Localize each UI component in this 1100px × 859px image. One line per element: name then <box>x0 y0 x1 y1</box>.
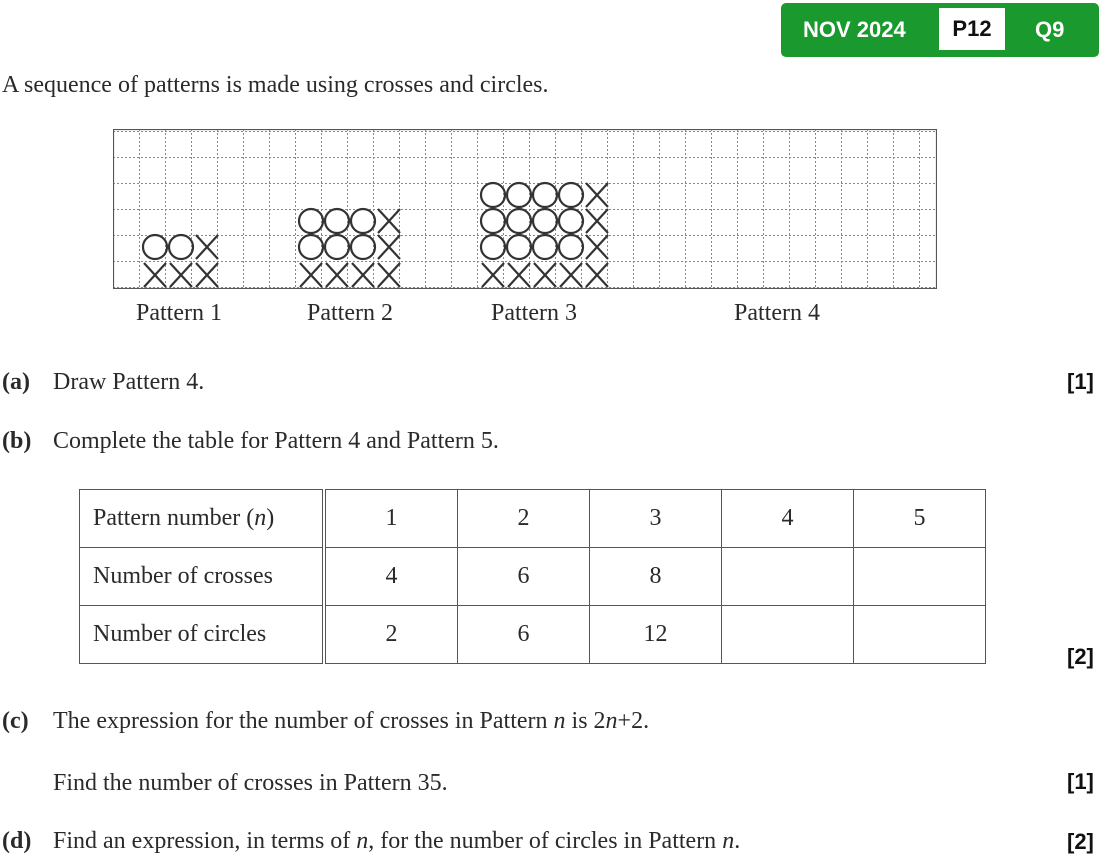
table-cell: 2 <box>324 606 458 664</box>
part-b-marks: [2] <box>1067 644 1094 669</box>
pattern-4-label: Pattern 4 <box>734 300 820 326</box>
part-c-marks: [1] <box>1067 769 1094 794</box>
table-row <box>80 548 986 606</box>
answer-cell[interactable] <box>854 606 986 664</box>
part-d-label: (d) <box>2 828 32 854</box>
table-cell: 8 <box>590 548 722 606</box>
table-cell: 4 <box>324 548 458 606</box>
part-b-text: Complete the table for Pattern 4 and Pattern 5. <box>53 428 499 454</box>
pattern-1-label: Pattern 1 <box>136 300 222 326</box>
row-header: Number of circles <box>80 606 325 664</box>
table-cell: 2 <box>458 490 590 548</box>
row-header: Pattern number (n) <box>80 490 325 548</box>
paper-label: P12 <box>939 8 1005 50</box>
answer-cell[interactable] <box>854 548 986 606</box>
part-b-label: (b) <box>2 428 32 454</box>
part-c-text: The expression for the number of crosses in Pattern n is 2n+2. <box>53 708 650 734</box>
answer-cell[interactable] <box>722 548 854 606</box>
grid-lines <box>113 129 937 289</box>
session-label: NOV 2024 <box>803 17 906 42</box>
pattern-grid <box>113 129 937 289</box>
table-cell: 3 <box>590 490 722 548</box>
part-a-marks: [1] <box>1067 369 1094 394</box>
table-row <box>80 606 986 664</box>
part-c-label: (c) <box>2 708 29 734</box>
part-d-text: Find an expression, in terms of n, for the number of circles in Pattern n. <box>53 828 741 854</box>
pattern-3-label: Pattern 3 <box>491 300 577 326</box>
table-row <box>80 490 986 548</box>
part-d-marks: [2] <box>1067 829 1094 854</box>
part-c-subtext: Find the number of crosses in Pattern 35. <box>53 770 448 796</box>
table-cell: 6 <box>458 606 590 664</box>
part-a-text: Draw Pattern 4. <box>53 369 205 395</box>
table-cell: 5 <box>854 490 986 548</box>
pattern-2-label: Pattern 2 <box>307 300 393 326</box>
answer-cell[interactable] <box>722 606 854 664</box>
table-cell: 1 <box>324 490 458 548</box>
pattern-3-drawing <box>481 183 608 287</box>
table-cell: 6 <box>458 548 590 606</box>
table-cell: 12 <box>590 606 722 664</box>
pattern-table <box>79 489 986 664</box>
question-label: Q9 <box>1035 17 1065 42</box>
pattern-2-drawing <box>299 209 400 287</box>
row-header: Number of crosses <box>80 548 325 606</box>
part-a-label: (a) <box>2 369 30 395</box>
table-cell: 4 <box>722 490 854 548</box>
intro-text: A sequence of patterns is made using crosses and circles. <box>2 72 549 98</box>
paper-badge <box>781 3 1099 57</box>
